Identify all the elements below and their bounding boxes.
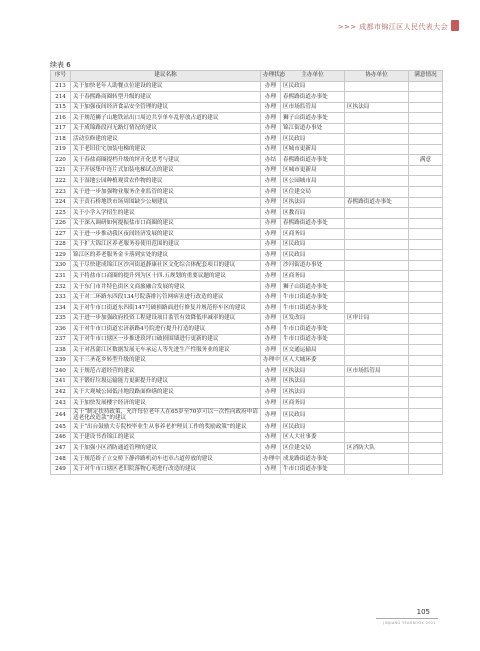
- row-status: 办理: [261, 187, 281, 198]
- row-status: 办理: [261, 397, 281, 408]
- table-row: [51, 443, 443, 454]
- row-co: [345, 92, 409, 103]
- row-satisfaction: [409, 453, 443, 464]
- row-co: [345, 134, 409, 145]
- footer-text: JINJIANG YEARBOOK 2021: [383, 621, 436, 625]
- row-status: 办理: [261, 144, 281, 155]
- row-satisfaction: [409, 271, 443, 282]
- row-title: 关于深入调研如何提振盐市口商圈的建议: [71, 218, 261, 229]
- row-satisfaction: [409, 397, 443, 408]
- table-row: [51, 229, 443, 240]
- row-host: 区执法局: [281, 197, 345, 208]
- row-number: 248: [51, 453, 71, 464]
- table-row: [51, 303, 443, 314]
- col-header-satisfaction: 满意情况: [409, 71, 443, 82]
- row-co: 区审计局: [345, 313, 409, 324]
- row-satisfaction: [409, 281, 443, 292]
- table-row: [51, 176, 443, 187]
- row-co: [345, 239, 409, 250]
- table-row: [51, 334, 443, 345]
- row-title: 关于加强小区消防通道管理的建议: [71, 443, 261, 454]
- table-row: [51, 102, 443, 113]
- row-title: 关于将盐市口商圈的提升列为区十四.五规划的重要议题的建议: [71, 271, 261, 282]
- row-number: 214: [51, 92, 71, 103]
- row-title: 关于大观城公园低洼地段路面修缮的建议: [71, 387, 261, 398]
- row-satisfaction: [409, 313, 443, 324]
- table-row: [51, 155, 443, 166]
- row-title: 关于加快老年人助餐点位建设的建议: [71, 81, 261, 92]
- col-header-host: 主办单位: [281, 71, 345, 82]
- row-host: 牛市口街道办事处: [281, 334, 345, 345]
- row-satisfaction: [409, 303, 443, 314]
- row-title: 关于扩大锦江区养老服务券使用范围的建议: [71, 239, 261, 250]
- row-status: 办理: [261, 229, 281, 240]
- row-number: 238: [51, 345, 71, 356]
- row-status: 办理: [261, 313, 281, 324]
- row-number: 242: [51, 387, 71, 398]
- row-co: [345, 260, 409, 271]
- row-number: 222: [51, 176, 71, 187]
- row-number: 236: [51, 324, 71, 335]
- table-row: [51, 144, 443, 155]
- row-co: 区市场监管局: [345, 366, 409, 377]
- row-satisfaction: [409, 134, 443, 145]
- row-co: [345, 218, 409, 229]
- row-title: 关于开展集中连片式加装电梯试点的建议: [71, 165, 261, 176]
- row-title: 关于三圣花乡转型升级的建议: [71, 355, 261, 366]
- row-satisfaction: [409, 113, 443, 124]
- table-row: [51, 432, 443, 443]
- table-row: [51, 187, 443, 198]
- row-status: 办理: [261, 123, 281, 134]
- row-satisfaction: [409, 229, 443, 240]
- row-satisfaction: [409, 239, 443, 250]
- table-row: [51, 218, 443, 229]
- row-satisfaction: [409, 165, 443, 176]
- row-title: 关于对牛市口辖区一步推进玖坪口破损围墙进行更新的建议: [71, 334, 261, 345]
- row-satisfaction: [409, 334, 443, 345]
- row-co: [345, 376, 409, 387]
- row-title: 关于对牛市口辖区老旧院落物心苑进行改造的建议: [71, 464, 261, 475]
- row-host: 牛市口街道办事处: [281, 464, 345, 475]
- row-number: 228: [51, 239, 71, 250]
- row-host: 成龙路街道办事处: [281, 453, 345, 464]
- row-title: 关于对牛市口街道东四街147号破损路面进行修复并规范停车区的建议: [71, 303, 261, 314]
- row-co: [345, 303, 409, 314]
- row-number: 234: [51, 303, 71, 314]
- row-status: 办理: [261, 250, 281, 261]
- row-number: 220: [51, 155, 71, 166]
- row-status: 办理: [261, 303, 281, 314]
- row-co: [345, 432, 409, 443]
- row-status: 办理: [261, 260, 281, 271]
- row-number: 215: [51, 102, 71, 113]
- table-row: [51, 366, 443, 377]
- table-row: [51, 260, 443, 271]
- table-row: [51, 281, 443, 292]
- table-row: [51, 324, 443, 335]
- row-title: 关于对二环路东四段134号院落排污管网病害进行改造的建议: [71, 292, 261, 303]
- row-co: 区消防大队: [345, 443, 409, 454]
- row-host: 春熙路街道办事处: [281, 218, 345, 229]
- row-satisfaction: [409, 355, 443, 366]
- row-host: 区商务局: [281, 271, 345, 282]
- row-co: [345, 345, 409, 356]
- row-satisfaction: [409, 92, 443, 103]
- row-satisfaction: [409, 250, 443, 261]
- table-header-row: [51, 71, 443, 82]
- table-row: [51, 197, 443, 208]
- row-title: 关于对牛市口街道宏济新路4号院进行提升打造的建议: [71, 324, 261, 335]
- row-satisfaction: [409, 208, 443, 219]
- row-host: 牛市口街道办事处: [281, 303, 345, 314]
- row-title: 关于建设书香锦江的建议: [71, 432, 261, 443]
- row-satisfaction: 满意: [409, 155, 443, 166]
- row-title: 关于成锦路段河无路灯情况的建议: [71, 123, 261, 134]
- row-number: 213: [51, 81, 71, 92]
- table-row: [51, 271, 443, 282]
- row-status: 办理: [261, 387, 281, 398]
- row-host: 区民政局: [281, 239, 345, 250]
- col-header-status: 办理状态: [261, 71, 281, 82]
- row-host: 区住建交局: [281, 443, 345, 454]
- row-title: 活动室修建的建议: [71, 134, 261, 145]
- row-status: 办理: [261, 443, 281, 454]
- row-number: 224: [51, 197, 71, 208]
- row-host: 牛市口街道办事处: [281, 292, 345, 303]
- row-number: 241: [51, 376, 71, 387]
- table-row: [51, 397, 443, 408]
- row-status: 办理: [261, 92, 281, 103]
- row-title: 关于进一步加强物业服务企业监管的建议: [71, 187, 261, 198]
- row-co: 区执法局: [345, 102, 409, 113]
- row-number: 226: [51, 218, 71, 229]
- row-satisfaction: [409, 366, 443, 377]
- row-title: 锦江区的养老服务金卡落到实处的建议: [71, 250, 261, 261]
- row-title: 关于规范狮子山地铁站出口周边共享单车乱停放占道的建议: [71, 113, 261, 124]
- row-title: 关于尽快建成锦江区沙河街道静康社区文化综合体配套项目的建议: [71, 260, 261, 271]
- row-co: [345, 81, 409, 92]
- row-host: 区城市更新局: [281, 144, 345, 155]
- row-status: 办理: [261, 345, 281, 356]
- row-status: 办理: [261, 197, 281, 208]
- row-number: 244: [51, 408, 71, 422]
- row-host: 区商务局: [281, 229, 345, 240]
- table-row: [51, 464, 443, 475]
- row-satisfaction: [409, 408, 443, 422]
- row-number: 246: [51, 432, 71, 443]
- row-status: 办理: [261, 334, 281, 345]
- row-co: [345, 464, 409, 475]
- proposals-table: [50, 70, 443, 475]
- table-row: [51, 408, 443, 422]
- row-status: 办理: [261, 176, 281, 187]
- row-title: 关于“制定扶持政策，允许每位老年人在65岁至70岁可以一次性向政府申请适老化改造款”的建议: [71, 408, 261, 422]
- row-title: 关于加强夜间经济食品安全管理的建议: [71, 102, 261, 113]
- table-row: [51, 113, 443, 124]
- row-co: [345, 453, 409, 464]
- row-satisfaction: [409, 260, 443, 271]
- row-title: 关于“出台鼓励大专院校毕业生从事养老护理员工作的奖励政策”的建议: [71, 422, 261, 433]
- row-satisfaction: [409, 376, 443, 387]
- row-status: 办理: [261, 376, 281, 387]
- row-host: 区执法局: [281, 387, 345, 398]
- row-co: [345, 422, 409, 433]
- row-title: 关于加快发展楼宇经济的建议: [71, 397, 261, 408]
- row-co: [345, 113, 409, 124]
- table-row: [51, 239, 443, 250]
- row-co: [345, 355, 409, 366]
- row-satisfaction: [409, 387, 443, 398]
- row-co: [345, 324, 409, 335]
- row-co: [345, 408, 409, 422]
- row-status: 办理: [261, 134, 281, 145]
- row-co: [345, 292, 409, 303]
- table-row: [51, 355, 443, 366]
- row-satisfaction: [409, 345, 443, 356]
- row-status: 办理: [261, 324, 281, 335]
- row-status: 办理: [261, 271, 281, 282]
- row-host: 区人大社事委: [281, 432, 345, 443]
- row-co: [345, 271, 409, 282]
- row-host: 区发改局: [281, 313, 345, 324]
- row-co: [345, 187, 409, 198]
- col-header-co: 协办单位: [345, 71, 409, 82]
- row-number: 249: [51, 464, 71, 475]
- row-status: 办理: [261, 408, 281, 422]
- table-row: [51, 313, 443, 324]
- row-host: 狮子山街道办事处: [281, 113, 345, 124]
- table-row: [51, 453, 443, 464]
- row-status: 办理中: [261, 355, 281, 366]
- row-title: 关于春熙路商圈转型升级的建议: [71, 92, 261, 103]
- row-satisfaction: [409, 464, 443, 475]
- row-status: 办理: [261, 239, 281, 250]
- row-title: 关于锻好垃圾运输能力更新提升的建议: [71, 376, 261, 387]
- row-host: 区民政局: [281, 250, 345, 261]
- row-status: 办理: [261, 422, 281, 433]
- row-status: 办理: [261, 281, 281, 292]
- row-title: 关于责石桥地铁市场周围缺少公厕建议: [71, 197, 261, 208]
- row-satisfaction: [409, 144, 443, 155]
- row-number: 223: [51, 187, 71, 198]
- row-status: 办理: [261, 102, 281, 113]
- row-title: 关于春盐商圈提档升级的坪开化思考与建议: [71, 155, 261, 166]
- row-host: 春熙路街道办事处: [281, 155, 345, 166]
- row-host: 区交通运输局: [281, 345, 345, 356]
- table-row: [51, 422, 443, 433]
- row-satisfaction: [409, 197, 443, 208]
- row-title: 关于规范占道经营的建议: [71, 366, 261, 377]
- row-co: [345, 334, 409, 345]
- row-satisfaction: [409, 123, 443, 134]
- page-header: [0, 0, 480, 38]
- row-status: 办理: [261, 464, 281, 475]
- row-number: 233: [51, 292, 71, 303]
- row-title: 关于进一步加强政府投资工程建设项目监管有效降低审减率的建议: [71, 313, 261, 324]
- row-co: [345, 250, 409, 261]
- page-number: 105: [416, 608, 430, 616]
- row-host: 沙河街道办事处: [281, 260, 345, 271]
- row-host: 区公园城市局: [281, 176, 345, 187]
- col-header-number: 序号: [51, 71, 71, 82]
- row-co: [345, 165, 409, 176]
- table-row: [51, 292, 443, 303]
- row-status: 办理: [261, 432, 281, 443]
- row-title: 关于规范娇子立交桥下静祥路机动车违章占道停放的建议: [71, 453, 261, 464]
- row-number: 225: [51, 208, 71, 219]
- row-number: 218: [51, 134, 71, 145]
- row-co: [345, 123, 409, 134]
- table-row: [51, 134, 443, 145]
- row-host: 区民政局: [281, 408, 345, 422]
- row-number: 243: [51, 397, 71, 408]
- row-status: 办理中: [261, 453, 281, 464]
- table-row: [51, 92, 443, 103]
- row-title: 关于对菖蒲江区数据发展无车承运人等先进生产性服务业的建议: [71, 345, 261, 356]
- footer-divider: [376, 618, 438, 619]
- row-title: 关于老旧住宅加装电梯的建议: [71, 144, 261, 155]
- row-title: 关于湿地公园种植观赏农作物的建议: [71, 176, 261, 187]
- row-satisfaction: [409, 176, 443, 187]
- row-status: 办理: [261, 366, 281, 377]
- row-number: 245: [51, 422, 71, 433]
- running-header-title: >>> 成都市锦江区人民代表大会: [337, 23, 448, 31]
- col-header-title: 建议名称: [71, 71, 261, 82]
- row-host: 区商务局: [281, 397, 345, 408]
- row-satisfaction: [409, 422, 443, 433]
- table-row: [51, 387, 443, 398]
- row-number: 235: [51, 313, 71, 324]
- row-number: 216: [51, 113, 71, 124]
- header-tab-marker: [451, 20, 459, 31]
- row-co: [345, 281, 409, 292]
- row-co: [345, 155, 409, 166]
- table-body: [51, 81, 443, 475]
- row-host: 区城市更新局: [281, 165, 345, 176]
- row-status: 办理: [261, 292, 281, 303]
- row-satisfaction: [409, 432, 443, 443]
- table-row: [51, 123, 443, 134]
- row-number: 247: [51, 443, 71, 454]
- table-row: [51, 250, 443, 261]
- row-number: 239: [51, 355, 71, 366]
- table-row: [51, 208, 443, 219]
- row-host: 区民政局: [281, 422, 345, 433]
- row-title: 关于东门市井特色街区文商旅融合发展的建议: [71, 281, 261, 292]
- row-status: 办理: [261, 218, 281, 229]
- row-satisfaction: [409, 102, 443, 113]
- row-status: 办理: [261, 165, 281, 176]
- row-number: 232: [51, 281, 71, 292]
- row-co: [345, 144, 409, 155]
- row-number: 229: [51, 250, 71, 261]
- table-row: [51, 81, 443, 92]
- row-co: [345, 397, 409, 408]
- row-host: 区民政局: [281, 134, 345, 145]
- row-status: 办理: [261, 113, 281, 124]
- row-status: 办理: [261, 208, 281, 219]
- row-status: 办结: [261, 155, 281, 166]
- row-number: 240: [51, 366, 71, 377]
- row-number: 217: [51, 123, 71, 134]
- row-title: 关于进一步推动我区夜间经济发展的建议: [71, 229, 261, 240]
- row-co: [345, 229, 409, 240]
- row-satisfaction: [409, 292, 443, 303]
- row-co: [345, 176, 409, 187]
- row-host: 区人大城环委: [281, 355, 345, 366]
- table-caption: 续表 6: [50, 61, 71, 69]
- row-host: 区住建交局: [281, 187, 345, 198]
- row-co: [345, 208, 409, 219]
- row-number: 230: [51, 260, 71, 271]
- row-host: 区市场监管局: [281, 102, 345, 113]
- row-status: 办理: [261, 81, 281, 92]
- row-host: 区教育局: [281, 208, 345, 219]
- row-co: 春熙路街道办事处: [345, 197, 409, 208]
- row-number: 237: [51, 334, 71, 345]
- row-number: 221: [51, 165, 71, 176]
- row-number: 231: [51, 271, 71, 282]
- row-host: 区执法局: [281, 376, 345, 387]
- row-number: 227: [51, 229, 71, 240]
- table-row: [51, 376, 443, 387]
- row-number: 219: [51, 144, 71, 155]
- row-host: 狮子山街道办事处: [281, 281, 345, 292]
- row-satisfaction: [409, 324, 443, 335]
- row-co: [345, 387, 409, 398]
- row-host: 锦江街道办事处: [281, 123, 345, 134]
- row-satisfaction: [409, 443, 443, 454]
- table-row: [51, 345, 443, 356]
- row-satisfaction: [409, 81, 443, 92]
- row-title: 关于小学入学招生的建议: [71, 208, 261, 219]
- row-satisfaction: [409, 187, 443, 198]
- row-host: 春熙路街道办事处: [281, 92, 345, 103]
- row-host: 区执法局: [281, 366, 345, 377]
- table-row: [51, 165, 443, 176]
- row-satisfaction: [409, 218, 443, 229]
- row-host: 牛市口街道办事处: [281, 324, 345, 335]
- row-host: 区民政局: [281, 81, 345, 92]
